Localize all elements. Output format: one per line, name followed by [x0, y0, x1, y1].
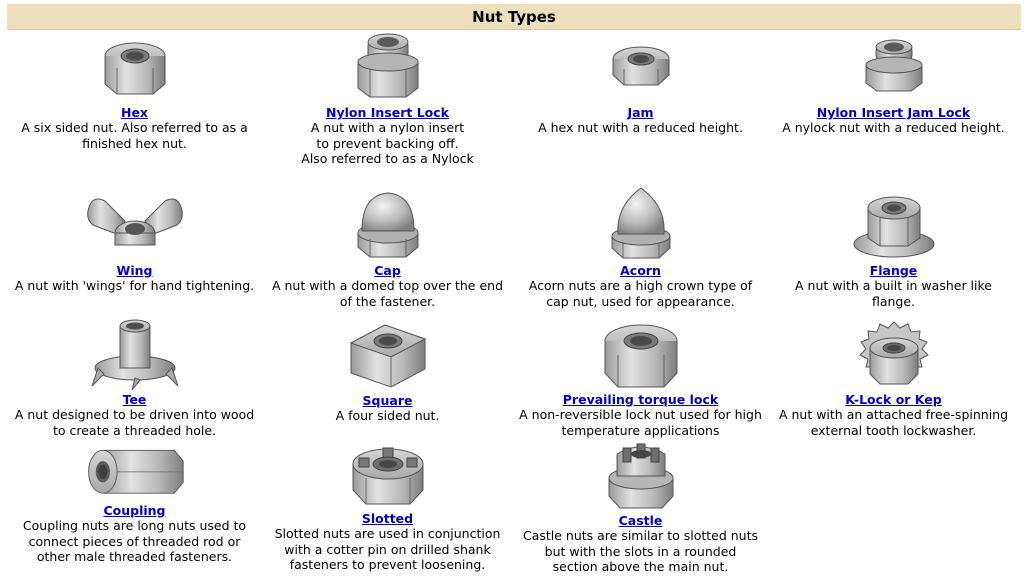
cap-nut-icon	[338, 186, 438, 262]
nut-item-castle	[514, 438, 767, 574]
nut-item-k-lock-or-kep	[767, 316, 1020, 438]
nut-row	[8, 30, 1020, 186]
nut-description: A nut with an attached free-spinning external tooth lockwasher.	[778, 407, 1009, 438]
nut-name-link[interactable]: Slotted	[361, 511, 414, 526]
nut-item-wing	[8, 186, 261, 316]
nut-description: Slotted nuts are used in conjunction with a cotter pin on drilled shank fasteners to prevent loosening.	[274, 526, 501, 572]
nut-description: A six sided nut. Also referred to as a finished hex nut.	[21, 120, 248, 151]
jam-nut-icon	[591, 30, 691, 104]
nut-item-tee	[8, 316, 261, 438]
slotted-nut-icon	[338, 438, 438, 510]
nut-description: A nylock nut with a reduced height.	[782, 120, 1005, 135]
nut-description: Coupling nuts are long nuts used to connect pieces of threaded rod or other male threaded fasteners.	[22, 518, 247, 564]
castle-nut-icon	[591, 438, 691, 512]
nut-description: A nut with a built in washer like flange.	[795, 278, 992, 309]
wing-nut-icon	[85, 186, 185, 262]
nut-description: A nut with 'wings' for hand tightening.	[14, 278, 255, 293]
nut-description: A four sided nut.	[335, 408, 440, 423]
nut-item-nylon-insert-jam-lock	[767, 30, 1020, 186]
hex-nut-icon	[85, 30, 185, 104]
nut-name-link[interactable]: Jam	[627, 105, 654, 120]
nut-name-link[interactable]: Nylon Insert Jam Lock	[816, 105, 971, 120]
tee-nut-icon	[85, 316, 185, 391]
nut-item-acorn	[514, 186, 767, 316]
nut-description: A nut designed to be driven into wood to create a threaded hole.	[14, 407, 255, 438]
nut-description: A nut with a nylon insert to prevent backing off. Also referred to as a Nylock	[301, 120, 474, 166]
nut-item-cap	[261, 186, 514, 316]
nut-name-link[interactable]: Square	[362, 393, 413, 408]
nut-description: Castle nuts are similar to slotted nuts but with the slots in a rounded section above the main nut.	[522, 528, 759, 574]
nut-name-link[interactable]: Acorn	[620, 263, 661, 278]
nut-description: A hex nut with a reduced height.	[538, 120, 743, 135]
nut-item-flange	[767, 186, 1020, 316]
nut-row	[8, 316, 1020, 438]
flange-nut-icon	[844, 186, 944, 262]
nut-name-link[interactable]: Coupling	[103, 503, 166, 518]
nut-item-coupling	[8, 438, 261, 564]
nut-row	[8, 438, 1020, 574]
nylon-insert-jam-lock-nut-icon	[844, 30, 944, 104]
nut-name-link[interactable]: Nylon Insert Lock	[326, 105, 449, 120]
nut-description: A nut with a domed top over the end of the fastener.	[271, 278, 504, 309]
nut-name-link[interactable]: Tee	[122, 392, 147, 407]
nut-item-jam	[514, 30, 767, 186]
acorn-nut-icon	[591, 186, 691, 262]
nut-item-prevailing-torque-lock	[514, 316, 767, 438]
nut-name-link[interactable]: Cap	[374, 263, 401, 278]
nut-description: A non-reversible lock nut used for high temperature applications	[519, 407, 762, 438]
nut-name-link[interactable]: Hex	[120, 105, 148, 120]
nut-item-hex	[8, 30, 261, 186]
page-title: Nut Types	[7, 4, 1021, 30]
k-lock-nut-icon	[844, 316, 944, 391]
nut-types-grid	[8, 30, 1020, 574]
nut-name-link[interactable]: Prevailing torque lock	[562, 392, 719, 407]
coupling-nut-icon	[85, 438, 185, 502]
nut-item-square	[261, 316, 514, 438]
prevailing-torque-lock-nut-icon	[591, 316, 691, 391]
nylon-insert-lock-nut-icon	[338, 30, 438, 104]
nut-name-link[interactable]: Wing	[116, 263, 153, 278]
nut-row	[8, 186, 1020, 316]
square-nut-icon	[338, 316, 438, 392]
nut-description: Acorn nuts are a high crown type of cap nut, used for appearance.	[528, 278, 753, 309]
nut-name-link[interactable]: Flange	[869, 263, 918, 278]
nut-name-link[interactable]: Castle	[618, 513, 663, 528]
nut-item-slotted	[261, 438, 514, 572]
nut-name-link[interactable]: K-Lock or Kep	[845, 392, 942, 407]
nut-item-nylon-insert-lock	[261, 30, 514, 186]
